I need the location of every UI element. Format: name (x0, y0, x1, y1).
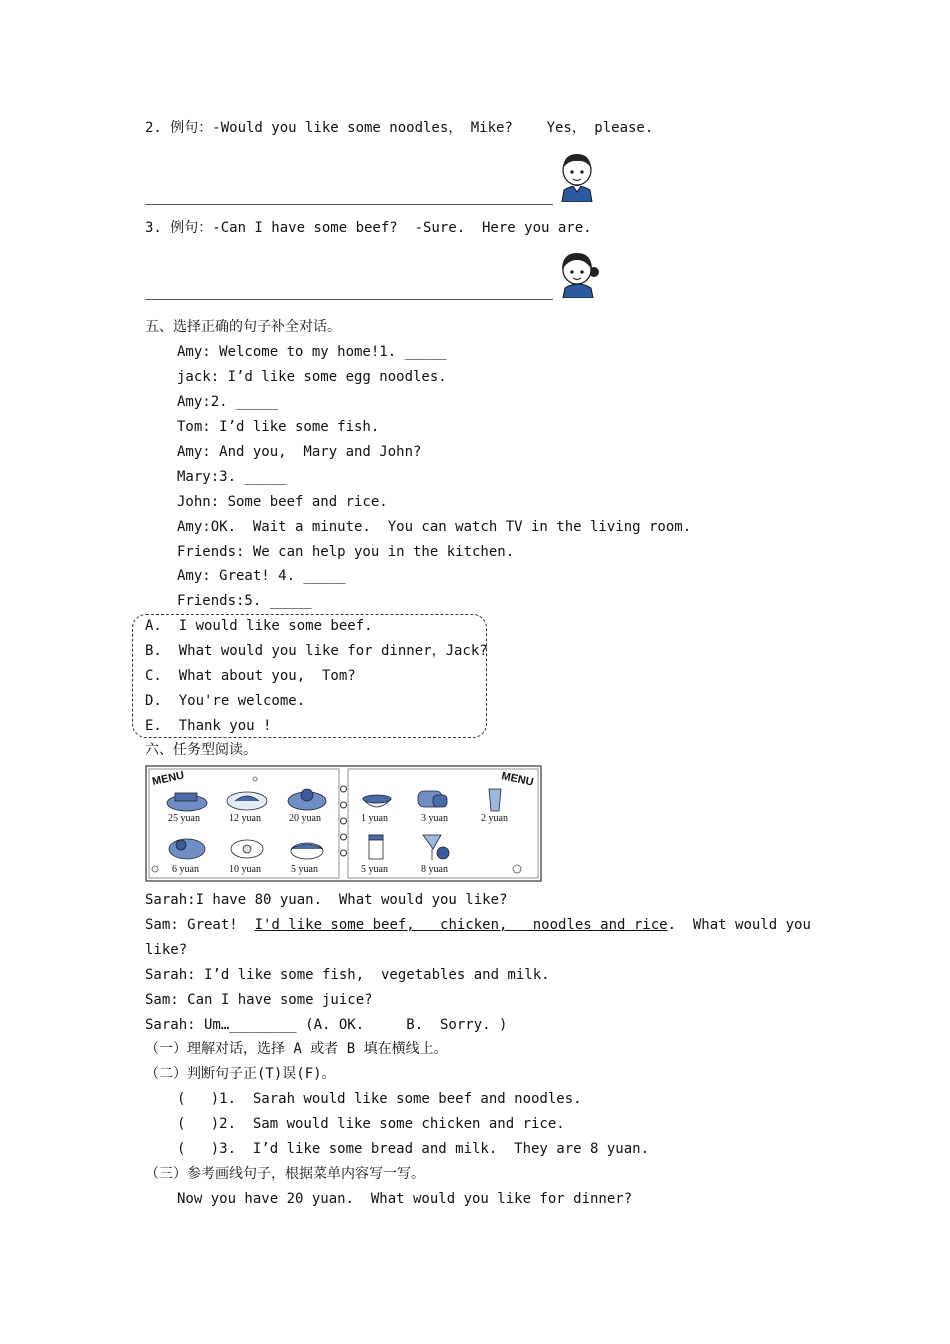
svg-text:25 yuan: 25 yuan (168, 813, 200, 824)
reading-line: like? (145, 942, 188, 958)
part2-instruction: （二）判断句子正(T)误(F)。 (145, 1066, 336, 1082)
menu-food-icon (145, 765, 542, 882)
judge-item: ( )2. Sam would like some chicken and rice. (177, 1116, 565, 1132)
dialogue-line: Friends: We can help you in the kitchen. (177, 544, 515, 560)
girl-avatar-icon (556, 248, 600, 298)
q2-answer-line (145, 204, 553, 205)
reading-line: Sarah: Um…________ (A. OK. B. Sorry. ) (145, 1017, 508, 1033)
section6-title: 六、任务型阅读。 (145, 742, 257, 758)
dialogue-line: Mary:3. _____ (177, 469, 287, 485)
svg-text:20 yuan: 20 yuan (289, 813, 321, 824)
svg-text:5 yuan: 5 yuan (361, 864, 388, 875)
final-question: Now you have 20 yuan. What would you like for dinner? (177, 1191, 633, 1207)
q3-answer-line (145, 299, 553, 300)
dialogue-line: Amy: Great! 4. _____ (177, 568, 346, 584)
svg-text:2 yuan: 2 yuan (481, 813, 508, 824)
menu-title-left: MENU (151, 769, 186, 788)
dialogue-line: Amy: And you, Mary and John? (177, 444, 422, 460)
svg-text:3 yuan: 3 yuan (421, 813, 448, 824)
svg-text:8 yuan: 8 yuan (421, 864, 448, 875)
q3-example: 3. 例句：-Can I have some beef? -Sure. Here you are. (145, 220, 592, 236)
dialogue-line: Amy:OK. Wait a minute. You can watch TV in the living room. (177, 519, 692, 535)
option-c: C. What about you, Tom? (145, 668, 356, 684)
dialogue-line: John: Some beef and rice. (177, 494, 388, 510)
svg-text:1 yuan: 1 yuan (361, 813, 388, 824)
reading-line: Sarah:I have 80 yuan. What would you like? (145, 892, 508, 908)
section5-title: 五、选择正确的句子补全对话。 (145, 319, 341, 335)
reading-line: Sarah: I’d like some fish, vegetables and milk. (145, 967, 550, 983)
judge-item: ( )1. Sarah would like some beef and noodles. (177, 1091, 582, 1107)
reading-line: Sam: Great! I'd like some beef, chicken, noodles and rice. What would you (145, 917, 811, 933)
q2-example: 2. 例句：-Would you like some noodles， Mike? Yes， please. (145, 120, 654, 136)
dialogue-line: Friends:5. _____ (177, 593, 312, 609)
option-d: D. You're welcome. (145, 693, 306, 709)
svg-text:6 yuan: 6 yuan (172, 864, 199, 875)
boy-avatar-icon (556, 148, 598, 202)
reading-line: Sam: Can I have some juice? (145, 992, 373, 1008)
svg-text:10 yuan: 10 yuan (229, 864, 261, 875)
option-e: E. Thank you ! (145, 718, 272, 734)
dialogue-line: jack: I’d like some egg noodles. (177, 369, 447, 385)
part1-instruction: （一）理解对话，选择 A 或者 B 填在横线上。 (145, 1041, 448, 1057)
underlined-sentence: I'd like some beef, chicken, noodles and rice (254, 917, 668, 933)
option-a: A. I would like some beef. (145, 618, 373, 634)
option-b: B. What would you like for dinner，Jack? (145, 643, 488, 659)
judge-item: ( )3. I’d like some bread and milk. They are 8 yuan. (177, 1141, 650, 1157)
dialogue-line: Amy:2. _____ (177, 394, 279, 410)
menu-title-right: MENU (500, 770, 535, 789)
dialogue-line: Amy: Welcome to my home!1. _____ (177, 344, 447, 360)
dialogue-line: Tom: I’d like some fish. (177, 419, 380, 435)
part3-instruction: （三）参考画线句子，根据菜单内容写一写。 (145, 1166, 425, 1182)
svg-text:5 yuan: 5 yuan (291, 864, 318, 875)
svg-text:12 yuan: 12 yuan (229, 813, 261, 824)
